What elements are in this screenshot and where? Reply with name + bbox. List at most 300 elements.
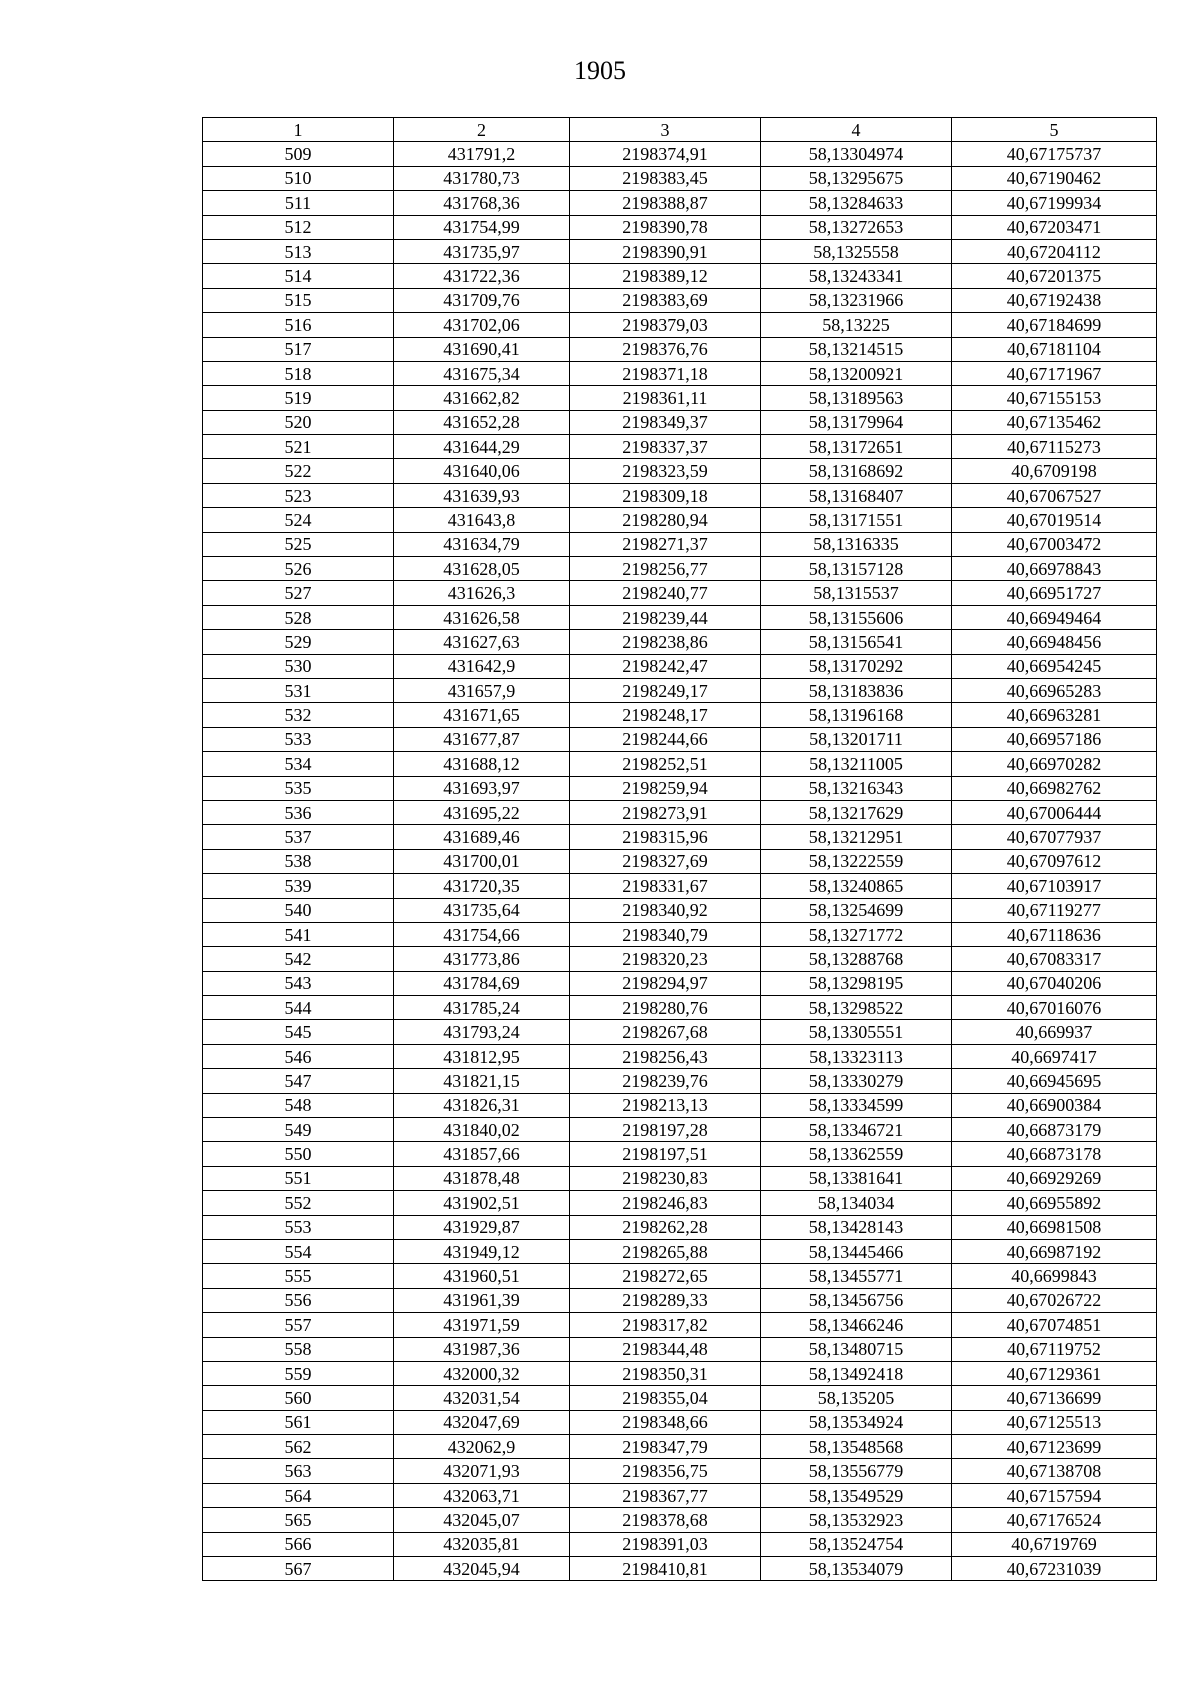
table-cell: 58,13532923 [761,1508,952,1532]
table-cell: 2198265,88 [570,1239,761,1263]
table-cell: 2198267,68 [570,1020,761,1044]
table-cell: 58,13466246 [761,1313,952,1337]
table-cell: 40,67176524 [952,1508,1157,1532]
table-cell: 2198367,77 [570,1483,761,1507]
table-row [203,1215,1157,1239]
table-cell: 40,6697417 [952,1044,1157,1068]
table-row [203,1044,1157,1068]
table-row [203,1386,1157,1410]
table-cell: 2198256,77 [570,557,761,581]
table-row [203,1483,1157,1507]
table-cell: 2198383,69 [570,288,761,312]
table-cell: 523 [203,483,394,507]
table-cell: 40,67231039 [952,1557,1157,1581]
table-row [203,1532,1157,1556]
table-cell: 40,66954245 [952,654,1157,678]
table-cell: 527 [203,581,394,605]
table-cell: 58,13480715 [761,1337,952,1361]
table-row [203,1239,1157,1263]
table-cell: 58,13189563 [761,386,952,410]
table-cell: 431720,35 [394,874,570,898]
table-row [203,727,1157,751]
table-header-row [203,118,1157,142]
table-cell: 431657,9 [394,678,570,702]
table-cell: 40,67125513 [952,1410,1157,1434]
table-cell: 551 [203,1166,394,1190]
table-cell: 431688,12 [394,752,570,776]
table-cell: 2198361,11 [570,386,761,410]
table-cell: 58,135205 [761,1386,952,1410]
table-cell: 40,67019514 [952,508,1157,532]
column-header: 3 [570,118,761,142]
table-cell: 58,13284633 [761,191,952,215]
table-cell: 40,67136699 [952,1386,1157,1410]
table-cell: 40,67181104 [952,337,1157,361]
table-cell: 40,669937 [952,1020,1157,1044]
table-row [203,654,1157,678]
table-cell: 2198389,12 [570,264,761,288]
table-cell: 58,13240865 [761,874,952,898]
table-row [203,557,1157,581]
table-cell: 40,67006444 [952,800,1157,824]
table-cell: 40,67119752 [952,1337,1157,1361]
table-cell: 2198197,28 [570,1118,761,1142]
column-header: 2 [394,118,570,142]
table-row [203,288,1157,312]
table-cell: 431644,29 [394,435,570,459]
table-cell: 554 [203,1239,394,1263]
table-cell: 58,13288768 [761,947,952,971]
table-cell: 40,66963281 [952,703,1157,727]
table-cell: 40,67118636 [952,922,1157,946]
table-row [203,410,1157,434]
table-cell: 40,66951727 [952,581,1157,605]
table-cell: 58,13179964 [761,410,952,434]
table-row [203,605,1157,629]
table-cell: 40,67138708 [952,1459,1157,1483]
table-cell: 2198315,96 [570,825,761,849]
table-cell: 2198271,37 [570,532,761,556]
table-cell: 58,13168407 [761,483,952,507]
table-cell: 431949,12 [394,1239,570,1263]
table-cell: 58,13170292 [761,654,952,678]
table-cell: 58,13212951 [761,825,952,849]
table-cell: 40,67097612 [952,849,1157,873]
table-row [203,922,1157,946]
table-cell: 431961,39 [394,1288,570,1312]
table-cell: 562 [203,1435,394,1459]
table-row [203,1093,1157,1117]
table-cell: 431878,48 [394,1166,570,1190]
table-cell: 2198294,97 [570,971,761,995]
table-cell: 40,67204112 [952,239,1157,263]
table-cell: 533 [203,727,394,751]
table-cell: 432047,69 [394,1410,570,1434]
table-cell: 431826,31 [394,1093,570,1117]
table-cell: 2198239,76 [570,1069,761,1093]
table-cell: 40,66949464 [952,605,1157,629]
table-cell: 431626,58 [394,605,570,629]
table-cell: 58,13330279 [761,1069,952,1093]
table-cell: 58,13548568 [761,1435,952,1459]
table-cell: 431695,22 [394,800,570,824]
table-cell: 2198280,76 [570,996,761,1020]
table-cell: 544 [203,996,394,1020]
table-cell: 431652,28 [394,410,570,434]
table-cell: 2198320,23 [570,947,761,971]
table-cell: 520 [203,410,394,434]
table-cell: 58,13556779 [761,1459,952,1483]
table-row [203,874,1157,898]
table-cell: 2198355,04 [570,1386,761,1410]
table-row [203,825,1157,849]
table-row [203,849,1157,873]
table-cell: 543 [203,971,394,995]
table-cell: 431639,93 [394,483,570,507]
table-cell: 536 [203,800,394,824]
table-cell: 559 [203,1361,394,1385]
table-cell: 431700,01 [394,849,570,873]
table-cell: 2198340,79 [570,922,761,946]
table-cell: 2198213,13 [570,1093,761,1117]
table-cell: 431662,82 [394,386,570,410]
table-cell: 40,67175737 [952,142,1157,166]
table-cell: 40,66970282 [952,752,1157,776]
table-cell: 530 [203,654,394,678]
table-cell: 2198383,45 [570,166,761,190]
table-cell: 539 [203,874,394,898]
table-cell: 537 [203,825,394,849]
table-cell: 555 [203,1264,394,1288]
table-cell: 2198262,28 [570,1215,761,1239]
table-cell: 516 [203,313,394,337]
table-row [203,800,1157,824]
table-cell: 526 [203,557,394,581]
table-row [203,239,1157,263]
table-row [203,435,1157,459]
table-cell: 538 [203,849,394,873]
table-cell: 431640,06 [394,459,570,483]
column-header: 4 [761,118,952,142]
table-cell: 40,66981508 [952,1215,1157,1239]
table-cell: 58,13156541 [761,630,952,654]
table-cell: 58,13304974 [761,142,952,166]
table-cell: 58,13214515 [761,337,952,361]
table-cell: 40,67129361 [952,1361,1157,1385]
table-cell: 431768,36 [394,191,570,215]
table-row [203,898,1157,922]
table-row [203,630,1157,654]
table-cell: 40,66873178 [952,1142,1157,1166]
table-cell: 431971,59 [394,1313,570,1337]
table-cell: 514 [203,264,394,288]
table-row [203,1410,1157,1434]
column-header: 1 [203,118,394,142]
table-cell: 522 [203,459,394,483]
table-cell: 58,13524754 [761,1532,952,1556]
table-cell: 2198410,81 [570,1557,761,1581]
table-cell: 2198379,03 [570,313,761,337]
table-cell: 40,67016076 [952,996,1157,1020]
table-cell: 432071,93 [394,1459,570,1483]
table-cell: 532 [203,703,394,727]
table-row [203,1337,1157,1361]
table-cell: 2198350,31 [570,1361,761,1385]
table-cell: 40,67026722 [952,1288,1157,1312]
table-cell: 40,66955892 [952,1191,1157,1215]
table-cell: 431642,9 [394,654,570,678]
table-cell: 431628,05 [394,557,570,581]
table-row [203,1557,1157,1581]
table-cell: 58,13305551 [761,1020,952,1044]
table-cell: 2198390,91 [570,239,761,263]
table-cell: 2198240,77 [570,581,761,605]
table-cell: 566 [203,1532,394,1556]
table-cell: 40,67192438 [952,288,1157,312]
table-cell: 431793,24 [394,1020,570,1044]
table-cell: 58,13168692 [761,459,952,483]
table-cell: 2198238,86 [570,630,761,654]
table-cell: 58,13201711 [761,727,952,751]
table-cell: 40,66948456 [952,630,1157,654]
table-cell: 58,13549529 [761,1483,952,1507]
table-cell: 432035,81 [394,1532,570,1556]
table-cell: 58,13362559 [761,1142,952,1166]
table-cell: 58,13271772 [761,922,952,946]
table-cell: 431754,66 [394,922,570,946]
table-cell: 58,1325558 [761,239,952,263]
table-cell: 2198331,67 [570,874,761,898]
table-cell: 567 [203,1557,394,1581]
table-cell: 519 [203,386,394,410]
table-cell: 557 [203,1313,394,1337]
table-row [203,532,1157,556]
table-cell: 40,66929269 [952,1166,1157,1190]
table-cell: 58,13428143 [761,1215,952,1239]
table-cell: 431821,15 [394,1069,570,1093]
table-cell: 432000,32 [394,1361,570,1385]
table-row [203,1313,1157,1337]
table-cell: 2198347,79 [570,1435,761,1459]
table-cell: 2198309,18 [570,483,761,507]
table-cell: 2198356,75 [570,1459,761,1483]
table-row [203,1459,1157,1483]
table-cell: 432045,94 [394,1557,570,1581]
table-cell: 40,66900384 [952,1093,1157,1117]
table-cell: 511 [203,191,394,215]
table-row [203,996,1157,1020]
table-cell: 510 [203,166,394,190]
table-cell: 431722,36 [394,264,570,288]
table-cell: 509 [203,142,394,166]
table-cell: 2198376,76 [570,337,761,361]
table-row [203,1166,1157,1190]
table-cell: 431634,79 [394,532,570,556]
table-cell: 431929,87 [394,1215,570,1239]
table-cell: 432045,07 [394,1508,570,1532]
coordinates-table [202,117,1157,1581]
table-cell: 58,13231966 [761,288,952,312]
table-row [203,1142,1157,1166]
table-row [203,337,1157,361]
table-row [203,752,1157,776]
table-cell: 547 [203,1069,394,1093]
table-cell: 431960,51 [394,1264,570,1288]
table-cell: 40,67003472 [952,532,1157,556]
table-cell: 431780,73 [394,166,570,190]
table-row [203,1264,1157,1288]
table-cell: 431840,02 [394,1118,570,1142]
table-cell: 528 [203,605,394,629]
table-cell: 550 [203,1142,394,1166]
table-row [203,459,1157,483]
table-row [203,1508,1157,1532]
table-row [203,483,1157,507]
table-cell: 431690,41 [394,337,570,361]
table-cell: 534 [203,752,394,776]
table-cell: 40,67077937 [952,825,1157,849]
table-row [203,508,1157,532]
table-row [203,1191,1157,1215]
table-cell: 512 [203,215,394,239]
table-cell: 2198244,66 [570,727,761,751]
table-row [203,313,1157,337]
table-cell: 2198391,03 [570,1532,761,1556]
table-cell: 515 [203,288,394,312]
table-cell: 40,67103917 [952,874,1157,898]
column-header: 5 [952,118,1157,142]
table-cell: 2198259,94 [570,776,761,800]
table-row [203,166,1157,190]
table-row [203,1288,1157,1312]
table-cell: 40,6719769 [952,1532,1157,1556]
table-cell: 2198388,87 [570,191,761,215]
table-cell: 431987,36 [394,1337,570,1361]
table-cell: 58,13155606 [761,605,952,629]
table-cell: 2198340,92 [570,898,761,922]
table-cell: 2198280,94 [570,508,761,532]
table-cell: 58,13211005 [761,752,952,776]
table-cell: 524 [203,508,394,532]
table-cell: 431735,97 [394,239,570,263]
table-cell: 431857,66 [394,1142,570,1166]
table-cell: 431677,87 [394,727,570,751]
table-cell: 58,13171551 [761,508,952,532]
table-cell: 535 [203,776,394,800]
table-cell: 2198327,69 [570,849,761,873]
table-row [203,581,1157,605]
table-cell: 2198273,91 [570,800,761,824]
table-cell: 40,67155153 [952,386,1157,410]
table-cell: 432031,54 [394,1386,570,1410]
table-cell: 40,67135462 [952,410,1157,434]
table-row [203,971,1157,995]
table-cell: 431784,69 [394,971,570,995]
table-cell: 40,66978843 [952,557,1157,581]
table-cell: 431627,63 [394,630,570,654]
table-cell: 40,66982762 [952,776,1157,800]
table-cell: 40,66987192 [952,1239,1157,1263]
table-cell: 40,67190462 [952,166,1157,190]
table-cell: 553 [203,1215,394,1239]
table-cell: 40,67083317 [952,947,1157,971]
table-row [203,1069,1157,1093]
table-cell: 58,1315537 [761,581,952,605]
table-cell: 58,13272653 [761,215,952,239]
table-cell: 556 [203,1288,394,1312]
table-cell: 58,13222559 [761,849,952,873]
table-cell: 2198317,82 [570,1313,761,1337]
table-cell: 2198348,66 [570,1410,761,1434]
table-cell: 2198230,83 [570,1166,761,1190]
table-row [203,1118,1157,1142]
table-cell: 2198289,33 [570,1288,761,1312]
table-cell: 58,13445466 [761,1239,952,1263]
table-cell: 431735,64 [394,898,570,922]
table-cell: 513 [203,239,394,263]
table-cell: 58,1316335 [761,532,952,556]
table-cell: 558 [203,1337,394,1361]
table-cell: 431754,99 [394,215,570,239]
table-cell: 58,13254699 [761,898,952,922]
table-cell: 542 [203,947,394,971]
table-cell: 2198344,48 [570,1337,761,1361]
table-cell: 431643,8 [394,508,570,532]
table-cell: 58,13157128 [761,557,952,581]
table-cell: 40,67203471 [952,215,1157,239]
table-cell: 431902,51 [394,1191,570,1215]
table-row [203,215,1157,239]
table-cell: 40,67199934 [952,191,1157,215]
table-row [203,776,1157,800]
table-cell: 40,66945695 [952,1069,1157,1093]
table-cell: 431773,86 [394,947,570,971]
table-cell: 431693,97 [394,776,570,800]
table-cell: 58,13196168 [761,703,952,727]
table-row [203,703,1157,727]
table-cell: 58,13298522 [761,996,952,1020]
table-cell: 431671,65 [394,703,570,727]
table-row [203,947,1157,971]
table-cell: 2198242,47 [570,654,761,678]
table-cell: 58,13534079 [761,1557,952,1581]
table-cell: 525 [203,532,394,556]
table-cell: 564 [203,1483,394,1507]
table-row [203,386,1157,410]
table-row [203,678,1157,702]
table-cell: 2198337,37 [570,435,761,459]
table-cell: 431812,95 [394,1044,570,1068]
table-cell: 431675,34 [394,361,570,385]
table-cell: 431709,76 [394,288,570,312]
table-cell: 2198239,44 [570,605,761,629]
table-cell: 2198272,65 [570,1264,761,1288]
table-cell: 40,66965283 [952,678,1157,702]
table-cell: 40,67201375 [952,264,1157,288]
table-cell: 2198378,68 [570,1508,761,1532]
table-cell: 560 [203,1386,394,1410]
table-cell: 58,13225 [761,313,952,337]
table-cell: 517 [203,337,394,361]
table-cell: 2198248,17 [570,703,761,727]
table-cell: 549 [203,1118,394,1142]
table-cell: 432063,71 [394,1483,570,1507]
table-cell: 2198249,17 [570,678,761,702]
table-cell: 2198197,51 [570,1142,761,1166]
table-cell: 2198252,51 [570,752,761,776]
table-cell: 546 [203,1044,394,1068]
table-cell: 40,67119277 [952,898,1157,922]
